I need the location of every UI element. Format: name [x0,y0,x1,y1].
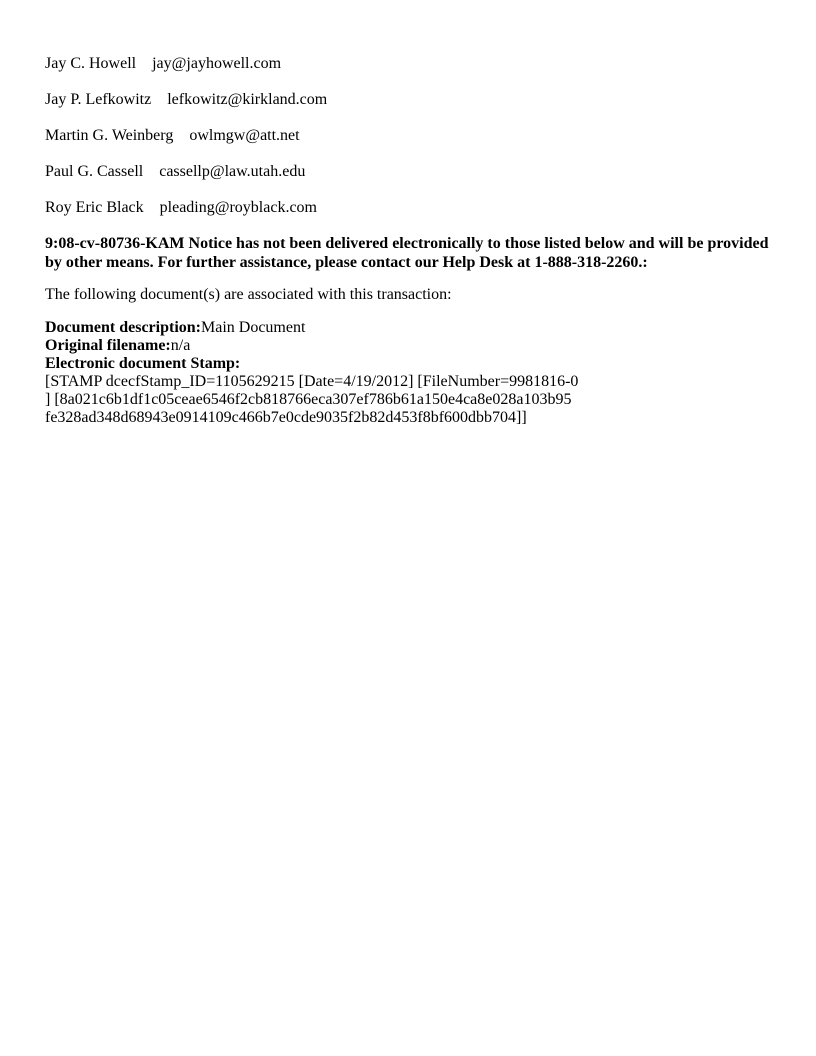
recipient-name: Roy Eric Black [45,199,144,216]
recipient-row [45,126,785,162]
recipient-email: cassellp@law.utah.edu [159,163,306,180]
recipient-email: owlmgw@att.net [189,127,300,144]
recipient-row [45,198,785,234]
recipient-name: Jay C. Howell [45,55,137,72]
document-description [45,319,785,337]
recipient-name: Paul G. Cassell [45,163,144,180]
recipient-row [45,162,785,198]
recipient-name: Jay P. Lefkowitz [45,91,152,108]
recipient-row [45,54,785,90]
document-stamp-line: [STAMP dcecfStamp_ID=1105629215 [Date=4/19/2012] [FileNumber=9981816-0 [45,373,579,390]
delivery-notice-line: by other means. For further assistance, please contact our Help Desk at 1-888-318-2260.: [45,254,648,271]
notice-page [45,54,785,427]
document-details [45,319,785,427]
document-stamp-label: Electronic document Stamp: [45,355,241,372]
associated-documents-text: The following document(s) are associated with this transaction: [45,286,452,303]
document-stamp-line: ] [8a021c6b1df1c05ceae6546f2cb818766eca307ef786b61a150e4ca8e028a103b95 [45,391,572,408]
delivery-notice-line: 9:08-cv-80736-KAM Notice has not been delivered electronically to those listed below and will be provided [45,235,769,252]
recipient-email: pleading@royblack.com [159,199,317,216]
document-description-label: Document description: [45,319,201,336]
document-description-value: Main Document [200,319,306,336]
document-stamp-line: fe328ad348d68943e0914109c466b7e0cde9035f2b82d453f8bf600dbb704]] [45,409,527,426]
delivery-notice [45,234,785,272]
original-filename-value: n/a [170,337,191,354]
original-filename [45,337,785,355]
recipient-email: lefkowitz@kirkland.com [167,91,328,108]
recipient-email: jay@jayhowell.com [152,55,282,72]
recipient-name: Martin G. Weinberg [45,127,174,144]
recipient-list [45,54,785,234]
original-filename-label: Original filename: [45,337,171,354]
recipient-row [45,90,785,126]
